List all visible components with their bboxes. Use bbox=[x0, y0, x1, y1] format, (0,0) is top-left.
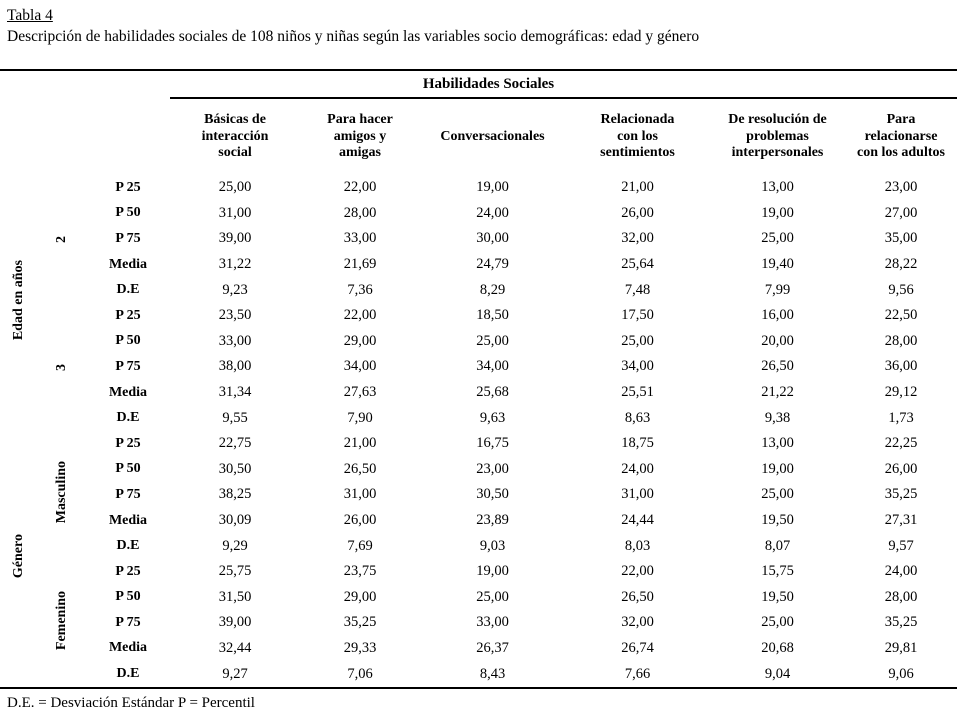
subgroup-label: 3 bbox=[54, 363, 69, 371]
column-header bbox=[170, 98, 300, 175]
table-row bbox=[0, 636, 957, 662]
table-row bbox=[0, 329, 957, 355]
table-row bbox=[0, 533, 957, 559]
table-cell: 35,00 bbox=[884, 230, 918, 247]
table-cell: 28,00 bbox=[884, 332, 918, 349]
group-label: Edad en años bbox=[11, 260, 26, 341]
table-cell: 32,44 bbox=[218, 639, 252, 656]
column-header-label: Relacionada con los sentimientos bbox=[600, 111, 675, 161]
table-cell: 25,64 bbox=[621, 256, 654, 273]
table-cell: 25,00 bbox=[621, 332, 654, 349]
subgroup-header-age-3 bbox=[38, 303, 86, 431]
subgroup-label: Masculino bbox=[54, 461, 69, 524]
table-cell: 36,00 bbox=[884, 358, 918, 375]
table-cell: 25,00 bbox=[761, 614, 794, 631]
stat-label: P 75 bbox=[115, 614, 141, 630]
table-row bbox=[0, 175, 957, 201]
table-cell: 34,00 bbox=[343, 358, 377, 375]
column-header-label: Conversacionales bbox=[440, 128, 545, 144]
table-cell: 9,06 bbox=[888, 665, 914, 682]
table-row bbox=[0, 431, 957, 457]
table-cell: 16,75 bbox=[476, 435, 509, 452]
table-cell: 9,56 bbox=[888, 281, 914, 298]
table-row bbox=[0, 380, 957, 406]
table-cell: 20,00 bbox=[761, 332, 794, 349]
table-cell: 7,66 bbox=[624, 665, 651, 682]
table-cell: 38,00 bbox=[218, 358, 252, 375]
stat-label: P 50 bbox=[115, 205, 141, 221]
table-cell: 26,37 bbox=[476, 639, 509, 656]
table-cell: 19,40 bbox=[761, 256, 794, 273]
subgroup-label: 2 bbox=[54, 235, 69, 243]
table-cell: 25,68 bbox=[476, 384, 509, 401]
table-cell: 25,51 bbox=[621, 384, 654, 401]
table-cell: 21,00 bbox=[343, 435, 377, 452]
stats-table bbox=[0, 69, 957, 689]
stat-label: P 25 bbox=[115, 435, 141, 451]
table-cell: 13,00 bbox=[761, 435, 794, 452]
table-cell: 7,48 bbox=[624, 281, 651, 298]
table-row bbox=[0, 354, 957, 380]
table-cell: 33,00 bbox=[343, 230, 377, 247]
table-cell: 35,25 bbox=[343, 614, 377, 631]
stat-label: P 25 bbox=[115, 307, 141, 323]
column-header bbox=[300, 98, 420, 175]
table-cell: 26,00 bbox=[343, 512, 377, 529]
table-cell: 25,00 bbox=[476, 332, 509, 349]
table-row bbox=[0, 457, 957, 483]
table-cell: 32,00 bbox=[621, 230, 654, 247]
stat-label: Media bbox=[108, 384, 148, 400]
table-cell: 23,89 bbox=[476, 512, 509, 529]
table-cell: 8,63 bbox=[624, 409, 651, 426]
column-header-label: De resolución de problemas interpersonales bbox=[728, 111, 827, 161]
table-cell: 31,00 bbox=[343, 486, 377, 503]
group-header-age bbox=[0, 175, 38, 431]
table-cell: 30,50 bbox=[218, 460, 252, 477]
stat-label: D.E bbox=[116, 410, 140, 426]
table-cell: 26,50 bbox=[621, 588, 654, 605]
table-cell: 29,00 bbox=[343, 588, 377, 605]
table-cell: 7,69 bbox=[347, 537, 373, 554]
table-cell: 19,00 bbox=[476, 563, 509, 580]
table-cell: 24,79 bbox=[476, 256, 509, 273]
column-header bbox=[845, 98, 957, 175]
table-cell: 28,00 bbox=[884, 588, 918, 605]
group-header-gender bbox=[0, 431, 38, 688]
table-cell: 9,04 bbox=[764, 665, 791, 682]
spanner-header: Habilidades Sociales bbox=[170, 70, 957, 98]
subgroup-label: Femenino bbox=[54, 590, 69, 650]
table-cell: 22,00 bbox=[621, 563, 654, 580]
table-row bbox=[0, 226, 957, 252]
table-cell: 30,09 bbox=[218, 512, 252, 529]
table-cell: 29,00 bbox=[343, 332, 377, 349]
table-cell: 1,73 bbox=[888, 409, 914, 426]
table-cell: 29,12 bbox=[884, 384, 918, 401]
stat-label: D.E bbox=[116, 538, 140, 554]
table-cell: 7,90 bbox=[347, 409, 373, 426]
table-cell: 33,00 bbox=[218, 332, 252, 349]
table-cell: 7,06 bbox=[347, 665, 373, 682]
stat-label: P 25 bbox=[115, 179, 141, 195]
table-cell: 8,07 bbox=[764, 537, 791, 554]
table-cell: 23,00 bbox=[884, 179, 918, 196]
stat-label: D.E bbox=[116, 666, 140, 682]
table-cell: 21,22 bbox=[761, 384, 794, 401]
table-cell: 25,00 bbox=[761, 486, 794, 503]
stat-label: Media bbox=[108, 512, 148, 528]
spanner-row bbox=[0, 70, 957, 98]
table-cell: 9,63 bbox=[479, 409, 506, 426]
table-cell: 9,27 bbox=[222, 665, 248, 682]
table-cell: 9,29 bbox=[222, 537, 248, 554]
table-cell: 25,75 bbox=[218, 563, 252, 580]
table-cell: 22,00 bbox=[343, 307, 377, 324]
table-cell: 23,75 bbox=[343, 563, 377, 580]
table-cell: 24,44 bbox=[621, 512, 654, 529]
group-label: Género bbox=[11, 534, 26, 579]
table-cell: 32,00 bbox=[621, 614, 654, 631]
table-cell: 21,00 bbox=[621, 179, 654, 196]
stat-label: D.E bbox=[116, 282, 140, 298]
table-cell: 9,03 bbox=[479, 537, 506, 554]
table-cell: 31,00 bbox=[621, 486, 654, 503]
table-cell: 26,00 bbox=[621, 204, 654, 221]
table-cell: 25,00 bbox=[218, 179, 252, 196]
stat-label: P 75 bbox=[115, 230, 141, 246]
stat-label: Media bbox=[108, 640, 148, 656]
table-cell: 19,00 bbox=[761, 204, 794, 221]
table-cell: 9,57 bbox=[888, 537, 914, 554]
table-cell: 31,50 bbox=[218, 588, 252, 605]
table-row bbox=[0, 252, 957, 278]
table-cell: 24,00 bbox=[884, 563, 918, 580]
table-cell: 39,00 bbox=[218, 230, 252, 247]
table-cell: 18,75 bbox=[621, 435, 654, 452]
table-cell: 35,25 bbox=[884, 486, 918, 503]
table-cell: 8,03 bbox=[624, 537, 651, 554]
table-cell: 27,63 bbox=[343, 384, 377, 401]
table-row bbox=[0, 559, 957, 585]
table-cell: 8,43 bbox=[479, 665, 506, 682]
table-cell: 20,68 bbox=[761, 639, 794, 656]
subgroup-header-female bbox=[38, 559, 86, 688]
column-header-label: Para hacer amigos y amigas bbox=[327, 111, 393, 161]
column-header bbox=[420, 98, 565, 175]
table-cell: 19,50 bbox=[761, 588, 794, 605]
table-caption: Descripción de habilidades sociales de 108 niños y niñas según las variables socio demográficas: edad y género bbox=[7, 28, 700, 45]
table-cell: 34,00 bbox=[476, 358, 509, 375]
table-cell: 22,75 bbox=[218, 435, 252, 452]
column-header-label: Básicas de interacción social bbox=[201, 111, 269, 161]
table-row bbox=[0, 661, 957, 688]
table-cell: 29,81 bbox=[884, 639, 918, 656]
table-row bbox=[0, 610, 957, 636]
table-cell: 31,00 bbox=[218, 204, 252, 221]
stat-label: P 75 bbox=[115, 486, 141, 502]
table-cell: 22,25 bbox=[884, 435, 918, 452]
table-cell: 26,74 bbox=[621, 639, 654, 656]
table-cell: 15,75 bbox=[761, 563, 794, 580]
table-cell: 39,00 bbox=[218, 614, 252, 631]
table-cell: 30,00 bbox=[476, 230, 509, 247]
table-row bbox=[0, 508, 957, 534]
table-cell: 23,50 bbox=[218, 307, 252, 324]
table-cell: 7,36 bbox=[347, 281, 373, 298]
table-cell: 33,00 bbox=[476, 614, 509, 631]
table-cell: 21,69 bbox=[343, 256, 377, 273]
blank-corner-cell bbox=[0, 70, 170, 175]
table-cell: 25,00 bbox=[476, 588, 509, 605]
table-cell: 29,33 bbox=[343, 639, 377, 656]
table-row bbox=[0, 585, 957, 611]
table-cell: 27,31 bbox=[884, 512, 918, 529]
table-cell: 31,22 bbox=[218, 256, 252, 273]
table-row bbox=[0, 277, 957, 303]
table-cell: 13,00 bbox=[761, 179, 794, 196]
table-cell: 26,00 bbox=[884, 460, 918, 477]
table-cell: 16,00 bbox=[761, 307, 794, 324]
table-cell: 34,00 bbox=[621, 358, 654, 375]
table-cell: 26,50 bbox=[761, 358, 794, 375]
column-header bbox=[565, 98, 710, 175]
table-cell: 8,29 bbox=[479, 281, 506, 298]
table-cell: 24,00 bbox=[621, 460, 654, 477]
table-cell: 25,00 bbox=[761, 230, 794, 247]
table-cell: 22,50 bbox=[884, 307, 918, 324]
table-row bbox=[0, 303, 957, 329]
stat-label: P 75 bbox=[115, 358, 141, 374]
table-cell: 22,00 bbox=[343, 179, 377, 196]
subgroup-header-male bbox=[38, 431, 86, 559]
table-cell: 31,34 bbox=[218, 384, 252, 401]
stat-label: P 50 bbox=[115, 589, 141, 605]
table-cell: 19,00 bbox=[476, 179, 509, 196]
table-row bbox=[0, 201, 957, 227]
table-row bbox=[0, 482, 957, 508]
table-row bbox=[0, 405, 957, 431]
table-cell: 28,00 bbox=[343, 204, 377, 221]
table-cell: 17,50 bbox=[621, 307, 654, 324]
table-cell: 9,23 bbox=[222, 281, 248, 298]
table-cell: 7,99 bbox=[764, 281, 791, 298]
stat-label: P 50 bbox=[115, 461, 141, 477]
table-title: Tabla 4 bbox=[7, 7, 53, 24]
table-cell: 30,50 bbox=[476, 486, 509, 503]
table-footnote: D.E. = Desviación Estándar P = Percentil bbox=[7, 694, 255, 711]
table-cell: 24,00 bbox=[476, 204, 509, 221]
table-cell: 26,50 bbox=[343, 460, 377, 477]
table-cell: 27,00 bbox=[884, 204, 918, 221]
table-cell: 19,00 bbox=[761, 460, 794, 477]
subgroup-header-age-2 bbox=[38, 175, 86, 303]
table-cell: 23,00 bbox=[476, 460, 509, 477]
table-cell: 9,55 bbox=[222, 409, 248, 426]
stat-label: Media bbox=[108, 256, 148, 272]
stat-label: P 50 bbox=[115, 333, 141, 349]
column-header bbox=[710, 98, 845, 175]
table-cell: 35,25 bbox=[884, 614, 918, 631]
table-cell: 38,25 bbox=[218, 486, 252, 503]
table-cell: 18,50 bbox=[476, 307, 509, 324]
column-header-label: Para relacionarse con los adultos bbox=[857, 111, 945, 161]
stat-label: P 25 bbox=[115, 563, 141, 579]
table-cell: 9,38 bbox=[764, 409, 791, 426]
table-cell: 28,22 bbox=[884, 256, 918, 273]
table-cell: 19,50 bbox=[761, 512, 794, 529]
